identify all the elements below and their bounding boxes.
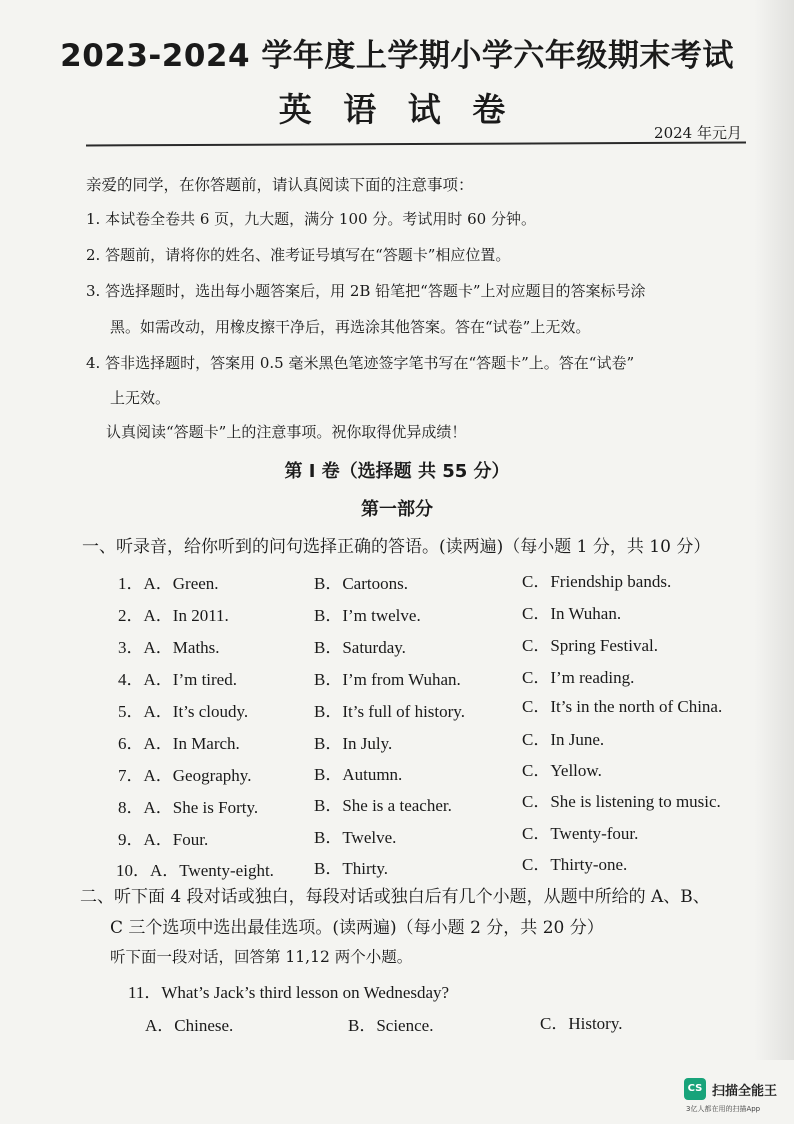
- option-c: C．History.: [540, 1014, 623, 1033]
- notice-item: 黑。如需改动，用橡皮擦干净后，再选涂其他答案。答在“试卷”上无效。: [110, 318, 591, 336]
- notice-item: 1. 本试卷全卷共 6 页，九大题，满分 100 分。考试用时 60 分钟。: [86, 210, 536, 228]
- exam-subtitle: 英 语 试 卷: [278, 90, 516, 129]
- notice-intro: 亲爱的同学，在你答题前，请认真阅读下面的注意事项：: [86, 176, 474, 194]
- option-b: B．Twelve.: [314, 828, 397, 847]
- section2-heading-line1: 二、听下面 4 段对话或独白，每段对话或独白后有几个小题，从题中所给的 A、B、: [80, 887, 710, 907]
- scanner-tagline: 3亿人都在用的扫描App: [686, 1105, 761, 1113]
- notice-item: 3. 答选择题时，选出每小题答案后，用 2B 铅笔把“答题卡”上对应题目的答案标号涂: [86, 282, 646, 300]
- notice-item: 4. 答非选择题时，答案用 0.5 毫米黑色笔迹签字笔书写在“答题卡”上。答在“试卷”: [86, 354, 635, 372]
- option-b: B．She is a teacher.: [314, 796, 452, 815]
- option-a: 9．A．Four.: [118, 830, 209, 849]
- option-c: C．Yellow.: [522, 761, 602, 780]
- option-b: B．It’s full of history.: [314, 702, 465, 721]
- option-a: A．Chinese.: [145, 1016, 234, 1035]
- option-a: 1．A．Green.: [118, 574, 219, 593]
- option-a: 3．A．Maths.: [118, 638, 220, 657]
- option-c: C．Thirty-one.: [522, 855, 628, 874]
- option-c: C．In Wuhan.: [522, 604, 622, 623]
- option-a: 10．A．Twenty-eight.: [116, 861, 274, 880]
- option-a: 5．A．It’s cloudy.: [118, 702, 249, 721]
- scanner-logo-icon: CS: [684, 1078, 706, 1100]
- option-c: C．She is listening to music.: [522, 792, 721, 811]
- notice-item: 2. 答题前，请将你的姓名、准考证号填写在“答题卡”相应位置。: [86, 246, 511, 264]
- option-b: B．Saturday.: [314, 638, 406, 657]
- option-a: 8．A．She is Forty.: [118, 798, 259, 817]
- option-b: B．I’m twelve.: [314, 606, 421, 625]
- question-stem: 11．What’s Jack’s third lesson on Wednesday?: [128, 983, 450, 1002]
- option-a: 4．A．I’m tired.: [118, 670, 237, 689]
- option-c: C．Spring Festival.: [522, 636, 659, 655]
- option-c: C．It’s in the north of China.: [522, 697, 723, 716]
- volume-title: 第 Ⅰ 卷（选择题 共 55 分）: [284, 461, 510, 482]
- option-b: B．Thirty.: [314, 859, 388, 878]
- notice-item: 上无效。: [110, 389, 171, 407]
- header-rule: [86, 142, 746, 147]
- section1-heading: 一、听录音，给你听到的问句选择正确的答语。(读两遍)（每小题 1 分，共 10 分）: [82, 537, 711, 557]
- option-c: C．I’m reading.: [522, 668, 635, 687]
- scan-shadow: [754, 0, 794, 1060]
- option-a: 2．A．In 2011.: [118, 606, 229, 625]
- option-b: B．I’m from Wuhan.: [314, 670, 461, 689]
- option-c: C．Twenty-four.: [522, 824, 639, 843]
- option-c: C．Friendship bands.: [522, 572, 672, 591]
- scanner-brand: 扫描全能王: [712, 1084, 778, 1099]
- option-b: B．Cartoons.: [314, 574, 408, 593]
- option-b: B．In July.: [314, 734, 393, 753]
- option-b: B．Science.: [348, 1016, 434, 1035]
- option-c: C．In June.: [522, 730, 605, 749]
- section2-heading-line2: C 三个选项中选出最佳选项。(读两遍)（每小题 2 分，共 20 分）: [110, 918, 604, 938]
- exam-date: 2024 年元月: [654, 124, 742, 142]
- option-a: 6．A．In March.: [118, 734, 240, 753]
- notice-closing: 认真阅读“答题卡”上的注意事项。祝你取得优异成绩！: [106, 423, 467, 441]
- exam-title: 2023-2024 学年度上学期小学六年级期末考试: [60, 38, 734, 74]
- option-a: 7．A．Geography.: [118, 766, 252, 785]
- option-b: B．Autumn.: [314, 765, 403, 784]
- section2-sub-instruction: 听下面一段对话，回答第 11,12 两个小题。: [110, 948, 413, 966]
- part-title: 第一部分: [361, 499, 433, 520]
